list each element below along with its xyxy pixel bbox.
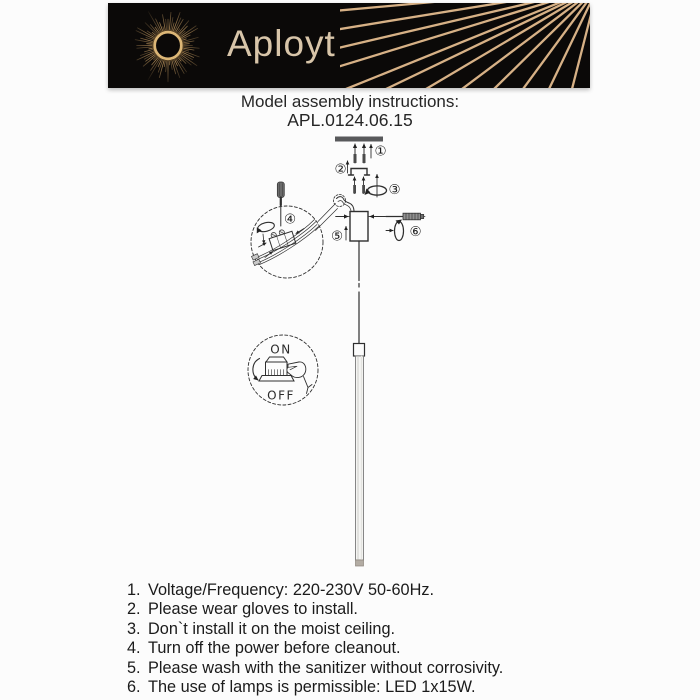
instruction-list: [127, 581, 602, 697]
list-item: [127, 639, 602, 658]
canopy: [350, 212, 368, 242]
lamp-tube: [356, 356, 364, 566]
list-item-text: Don`t install it on the moist ceiling.: [148, 619, 396, 638]
rotate-arrow-3-icon: [365, 175, 387, 198]
list-item: [127, 620, 602, 639]
list-item-text: Voltage/Frequency: 220-230V 50-60Hz.: [148, 581, 435, 599]
step-label-4: ④: [283, 211, 297, 228]
sunburst-core: [157, 34, 180, 57]
corner-rays-decoration: [340, 3, 590, 88]
assembly-diagram: [240, 128, 440, 578]
ceiling-plate: [335, 137, 383, 142]
locking-screw: [386, 213, 424, 220]
step-label-6: ⑥: [409, 224, 422, 240]
list-item-text: Please wear gloves to install.: [148, 600, 358, 619]
list-item-number: 3.: [127, 619, 141, 638]
list-item-number: 6.: [127, 678, 141, 697]
step-label-5: ⑤: [330, 228, 344, 245]
list-item-text: Turn off the power before cleanout.: [148, 639, 401, 658]
list-item-number: 4.: [127, 639, 141, 658]
list-item-text: The use of lamps is permissible: LED 1x15W.: [148, 678, 476, 697]
mounting-bracket: [349, 169, 370, 176]
step-label-1: ①: [374, 143, 387, 160]
list-item: [127, 678, 602, 697]
list-item-number: 2.: [127, 600, 141, 619]
model-number: APL.0124.06.15: [287, 110, 413, 130]
brand-name: Aployt: [227, 22, 336, 64]
list-item-number: 5.: [127, 658, 141, 677]
brand-header: [108, 3, 590, 88]
list-item-text: Please wash with the sanitizer without corrosivity.: [148, 658, 504, 677]
list-item: [127, 659, 602, 678]
switch-off-label: OFF: [267, 388, 295, 403]
step-label-2: ②: [334, 161, 347, 178]
toggle-arrow-icon: [253, 359, 260, 381]
rotate-arrow-4-icon: [255, 221, 276, 234]
cable-connector: [354, 344, 365, 357]
list-item-number: 1.: [127, 581, 141, 599]
sunburst-logo-icon: [124, 3, 212, 88]
mounting-screws-step1: [354, 144, 372, 163]
bracket-screws: [353, 177, 365, 194]
rotate-arrow-6-icon: [386, 220, 404, 241]
switch-on-label: ON: [270, 342, 292, 357]
list-item: [127, 600, 602, 619]
page-title: Model assembly instructions:: [240, 92, 460, 111]
list-item: [127, 581, 602, 600]
step-label-3: ③: [388, 182, 401, 198]
